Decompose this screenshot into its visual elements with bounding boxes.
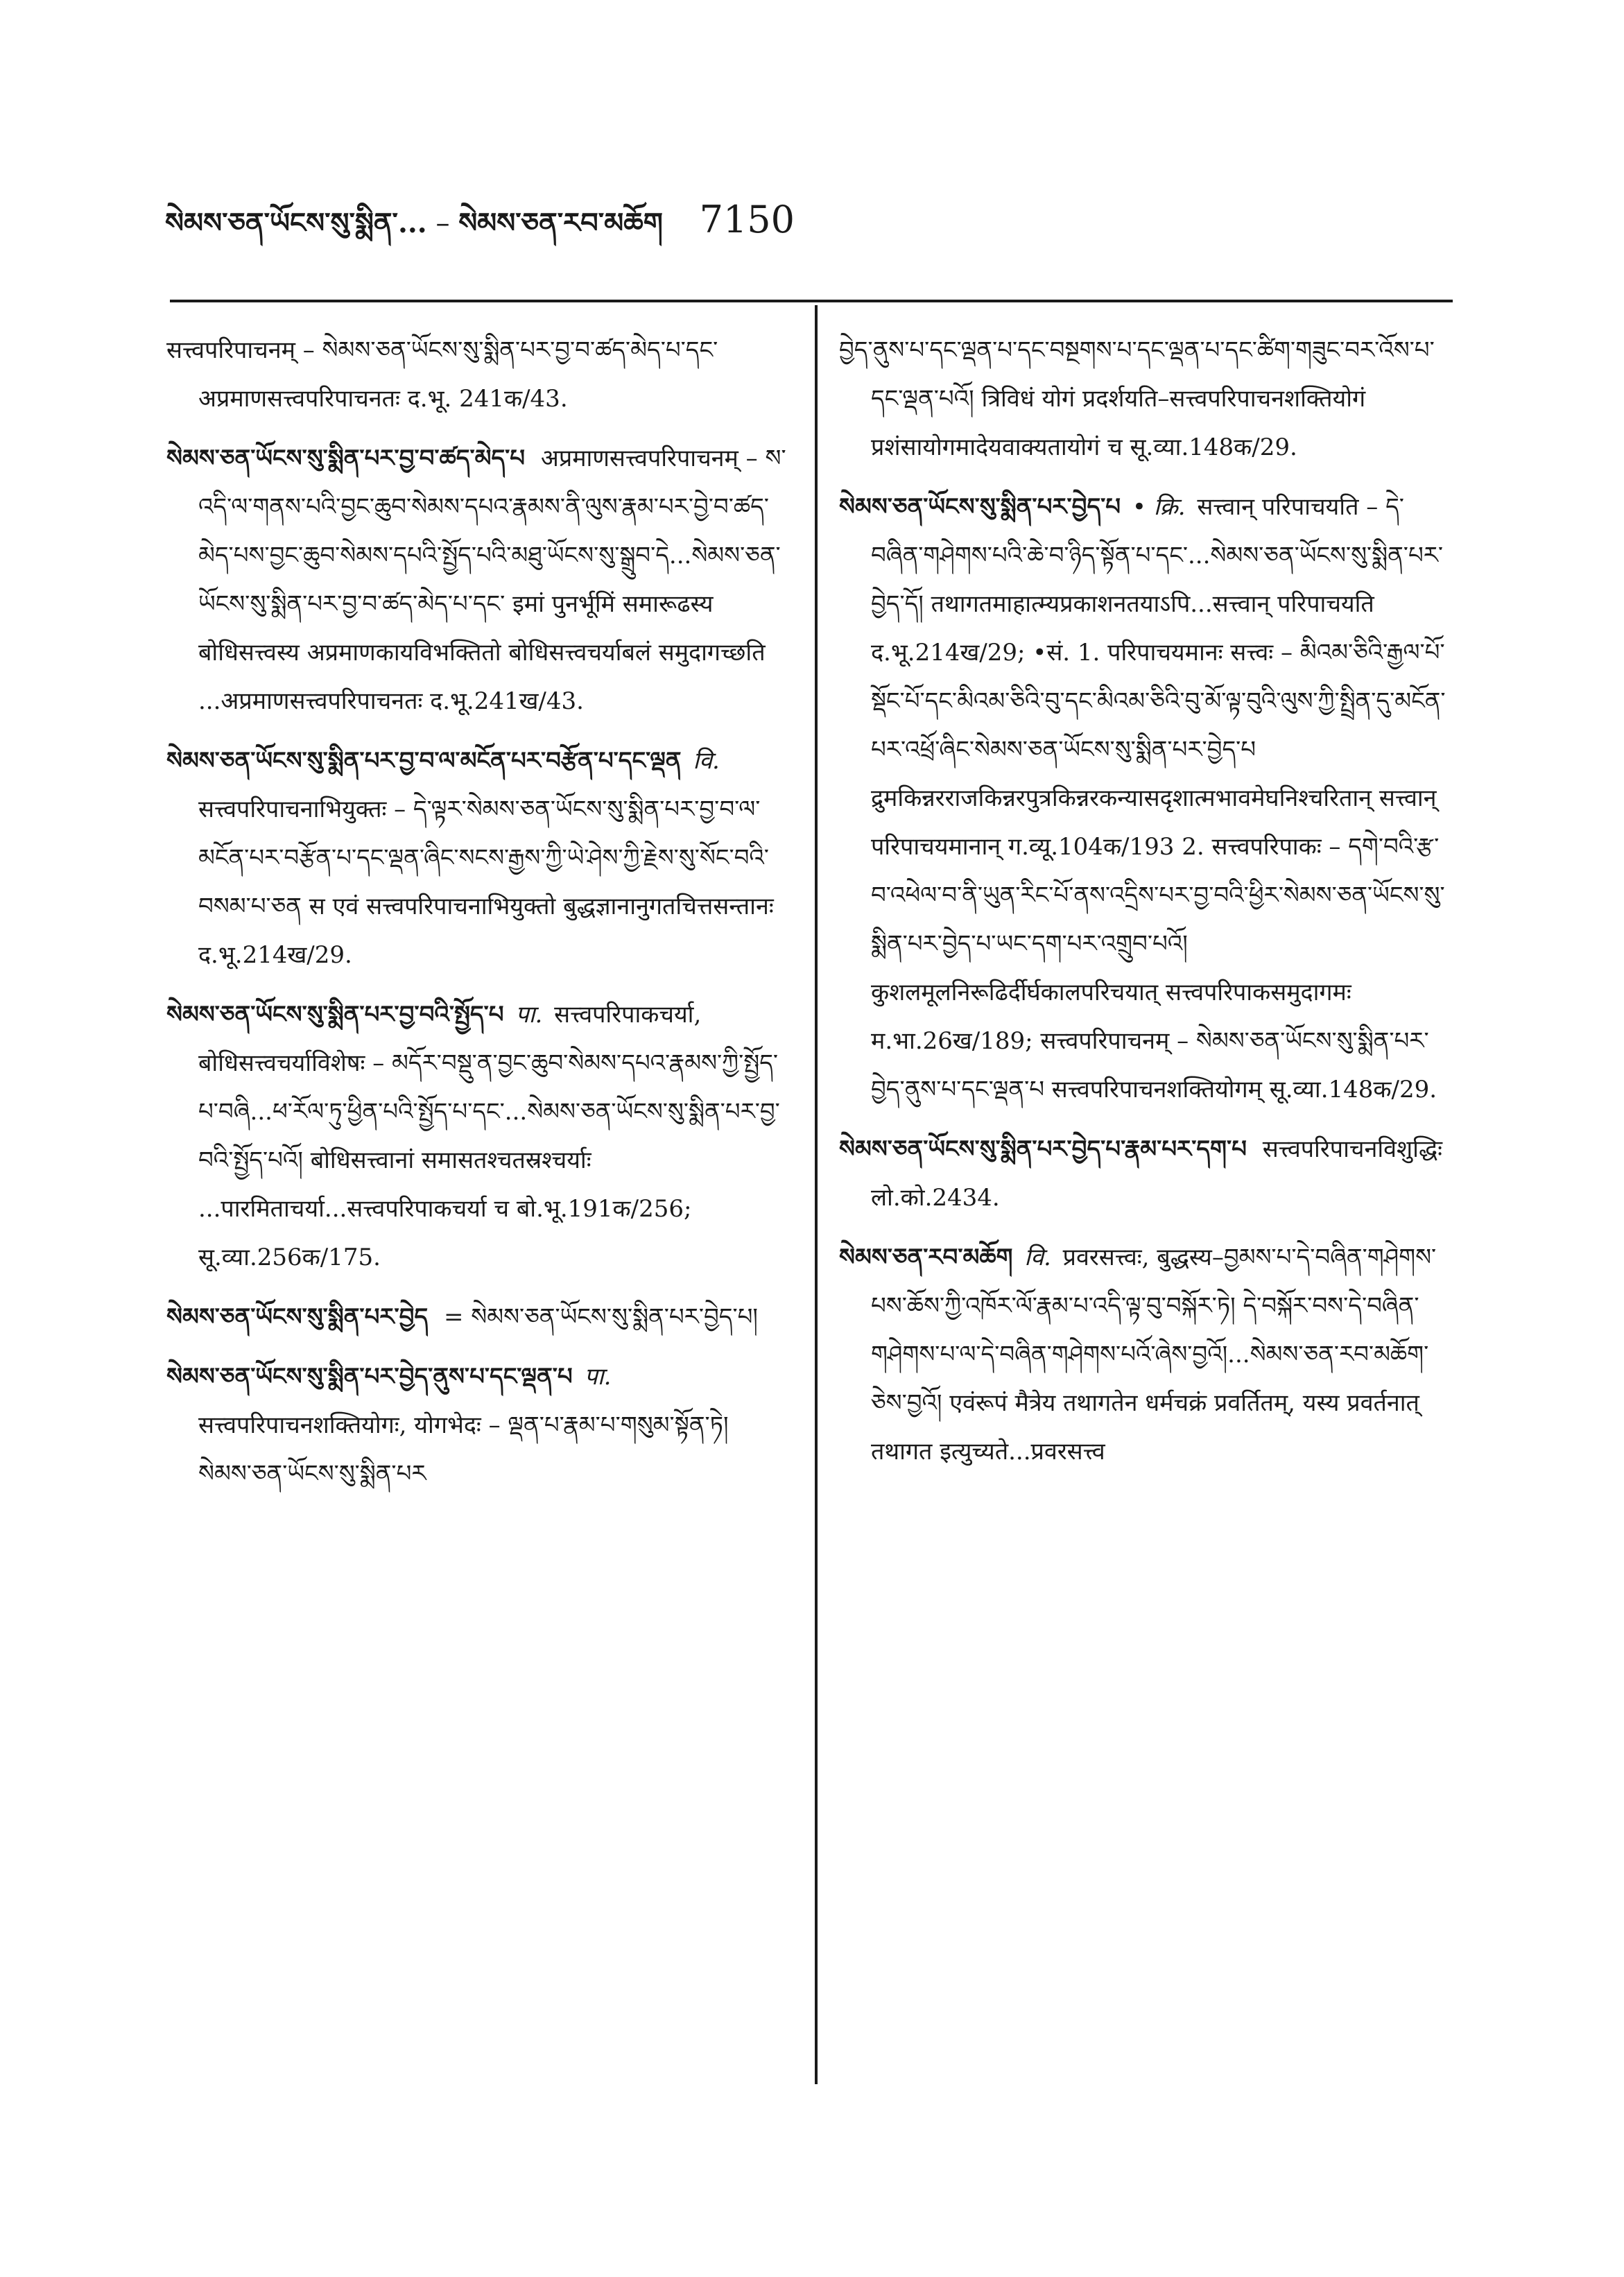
- entry-headword: སེམས་ཅན་ཡོངས་སུ་སྨིན་པར་བྱ་བའི་སྤྱོད་པ: [166, 1001, 504, 1029]
- entry-text: सत्त्वान् परिपाचयति – དེ་བཞིན་གཤེགས་པའི་ཆེ་བ་ཉིད་སྟོན་པ་དང་...སེམས་ཅན་ཡོངས་སུ་སྨིན་པར་བྱེད་དོ། तथागतमाहात्म्यप्रकाशनतयाऽपि...सत्त्वान् परिपाचयति द.भू.214ख/29; •सं. 1. परिपाचयमानः सत्त्वः – མིའམ་ཅིའི་རྒྱལ་པོ་སྡོང་པོ་དང་མིའམ་ཅིའི་བུ་དང་མིའམ་ཅིའི་བུ་མོ་ལྟ་བུའི་ལུས་ཀྱི་སྤྲིན་དུ་མངོན་པར་འཕྲོ་ཞིང་སེམས་ཅན་ཡོངས་སུ་སྨིན་པར་བྱེད་པ द्रुमकिन्नरराजकिन्नरपुत्रकिन्नरकन्यासदृशात्मभावमेघनिश्चरितान् सत्त्वान् परिपाचयमानान् ग.व्यू.104क/193 2. सत्त्वपरिपाकः – དགེ་བའི་རྩ་བ་འཕེལ་བ་ནི་ཡུན་རིང་པོ་ནས་འདྲིས་པར་བྱ་བའི་ཕྱིར་སེམས་ཅན་ཡོངས་སུ་སྨིན་པར་བྱེད་པ་ཡང་དག་པར་འགྲུབ་པའོ། कुशलमूलनिरूढिर्दीर्घकालपरिचयात् सत्त्वपरिपाकसमुदागमः म.भा.26ख/189; सत्त्वपरिपाचनम् – སེམས་ཅན་ཡོངས་སུ་སྨིན་པར་བྱེད་ནུས་པ་དང་ལྡན་པ सत्त्वपरिपाचनशक्तियोगम् सू.व्या.148क/29.: [871, 493, 1446, 1103]
- entry-headword: སེམས་ཅན་རབ་མཆོག: [839, 1244, 1013, 1271]
- dictionary-entry: [166, 1352, 787, 1498]
- entry-text: सत्त्वपरिपाचनविशुद्धिः लो.को.2434.: [871, 1135, 1443, 1212]
- entry-text: सत्त्वपरिपाचनम् – སེམས་ཅན་ཡོངས་སུ་སྨིན་པར་བྱ་བ་ཚད་མེད་པ་དང་ अप्रमाणसत्त्वपरिपाचनतः द.भू. 241क/43.: [166, 336, 718, 413]
- right-column: [839, 326, 1456, 2102]
- entry-headword: སེམས་ཅན་ཡོངས་སུ་སྨིན་པར་བྱེད་པ: [839, 493, 1121, 521]
- dictionary-entry: [166, 326, 787, 423]
- entry-text: सत्त्वपरिपाचनाभियुक्तः – དེ་ལྟར་སེམས་ཅན་ཡོངས་སུ་སྨིན་པར་བྱ་བ་ལ་མངོན་པར་བརྩོན་པ་དང་ལྡན་ཞིང་སངས་རྒྱས་ཀྱི་ཡེ་ཤེས་ཀྱི་རྗེས་སུ་སོང་བའི་བསམ་པ་ཅན स एवं सत्त्वपरिपाचनाभियुक्तो बुद्धज्ञानानुगतचित्तसन्तानः द.भू.214ख/29.: [198, 796, 774, 969]
- entry-category: • क्रि.: [1132, 493, 1186, 521]
- entry-text: सत्त्वपरिपाचनशक्तियोगः, योगभेदः – ལྡན་པ་རྣམ་པ་གསུམ་སྟོན་ཏེ། སེམས་ཅན་ཡོངས་སུ་སྨིན་པར: [198, 1411, 729, 1488]
- entry-headword: སེམས་ཅན་ཡོངས་སུ་སྨིན་པར་བྱེད་ནུས་པ་དང་ལྡན་པ: [166, 1363, 573, 1391]
- dictionary-entry: [166, 990, 787, 1282]
- page-number: 7150: [699, 198, 795, 241]
- entry-category: पा.: [515, 1001, 543, 1029]
- header-left-headword: སེམས་ཅན་ཡོངས་སུ་སྨིན་...: [165, 207, 427, 239]
- entry-headword: སེམས་ཅན་ཡོངས་སུ་སྨིན་པར་བྱ་བ་ལ་མངོན་པར་བརྩོན་པ་དང་ལྡན: [166, 747, 682, 775]
- entry-text: = སེམས་ཅན་ཡོངས་སུ་སྨིན་པར་བྱེད་པ།: [443, 1303, 758, 1331]
- left-column: [166, 326, 787, 2102]
- entry-text: བྱེད་ནུས་པ་དང་ལྡན་པ་དང་བསྔགས་པ་དང་ལྡན་པ་དང་ཚིག་གཟུང་བར་འོས་པ་དང་ལྡན་པའོ། त्रिविधं योगं प्रदर्शयति–सत्त्वपरिपाचनशक्तियोगं प्रशंसायोगमादेयवाक्यतायोगं च सू.व्या.148क/29.: [839, 336, 1435, 461]
- header-right-headword: སེམས་ཅན་རབ་མཆོག: [458, 207, 663, 239]
- dictionary-entry: [166, 1293, 787, 1341]
- dictionary-entry: [839, 1125, 1456, 1222]
- running-header: [165, 191, 1455, 240]
- dictionary-entry: [166, 737, 787, 979]
- entry-text: सत्त्वपरिपाकचर्या, बोधिसत्त्वचर्याविशेषः – མདོར་བསྡུ་ན་བྱང་ཆུབ་སེམས་དཔའ་རྣམས་ཀྱི་སྤྱོད་པ་བཞི...ཕ་རོལ་ཏུ་ཕྱིན་པའི་སྤྱོད་པ་དང་...སེམས་ཅན་ཡོངས་སུ་སྨིན་པར་བྱ་བའི་སྤྱོད་པའོ། बोधिसत्त्वानां समासतश्चतस्रश्चर्याः ...पारमिताचर्या...सत्त्वपरिपाकचर्या च बो.भू.191क/256; सू.व्या.256क/175.: [198, 1001, 780, 1271]
- column-divider: [815, 305, 818, 2084]
- entry-category: पा.: [584, 1363, 612, 1391]
- entry-headword: སེམས་ཅན་ཡོངས་སུ་སྨིན་པར་བྱེད་པ་རྣམ་པར་དག་པ: [839, 1135, 1247, 1163]
- entry-category: वि.: [693, 747, 720, 775]
- header-rule: [170, 300, 1453, 302]
- entry-text: प्रवरसत्त्वः, बुद्धस्य–བྱམས་པ་དེ་བཞིན་གཤེགས་པས་ཆོས་ཀྱི་འཁོར་ལོ་རྣམ་པ་འདི་ལྟ་བུ་བསྐོར་ཏེ། དེ་བསྐོར་བས་དེ་བཞིན་གཤེགས་པ་ལ་དེ་བཞིན་གཤེགས་པའོ་ཞེས་བྱའོ།...སེམས་ཅན་རབ་མཆོག་ཅེས་བྱའོ། एवंरूपं मैत्रेय तथागतेन धर्मचक्रं प्रवर्तितम्, यस्य प्रवर्तनात् तथागत इत्युच्यते...प्रवरसत्त्व: [871, 1244, 1437, 1466]
- dictionary-entry: [839, 1233, 1456, 1476]
- entry-headword: སེམས་ཅན་ཡོངས་སུ་སྨིན་པར་བྱ་བ་ཚད་མེད་པ: [166, 445, 526, 472]
- entry-category: वि.: [1024, 1244, 1051, 1271]
- dictionary-entry: [166, 434, 787, 725]
- entry-text: अप्रमाणसत्त्वपरिपाचनम् – ས་འདི་ལ་གནས་པའི་བྱང་ཆུབ་སེམས་དཔའ་རྣམས་ནི་ལུས་རྣམ་པར་བྱེ་བ་ཚད་མེད་པས་བྱང་ཆུབ་སེམས་དཔའི་སྤྱོད་པའི་མཐུ་ཡོངས་སུ་སྒྲུབ་དེ...སེམས་ཅན་ཡོངས་སུ་སྨིན་པར་བྱ་བ་ཚད་མེད་པ་དང་ इमां पुनर्भूमिं समारूढस्य बोधिसत्त्वस्य अप्रमाणकायविभक्तितो बोधिसत्त्वचर्याबलं समुदागच्छति ...अप्रमाणसत्त्वपरिपाचनतः द.भू.241ख/43.: [198, 445, 786, 715]
- header-dash: –: [435, 207, 450, 239]
- entry-headword: སེམས་ཅན་ཡོངས་སུ་སྨིན་པར་བྱེད: [166, 1303, 429, 1331]
- dictionary-entry: [839, 483, 1456, 1114]
- dictionary-entry: [839, 326, 1456, 472]
